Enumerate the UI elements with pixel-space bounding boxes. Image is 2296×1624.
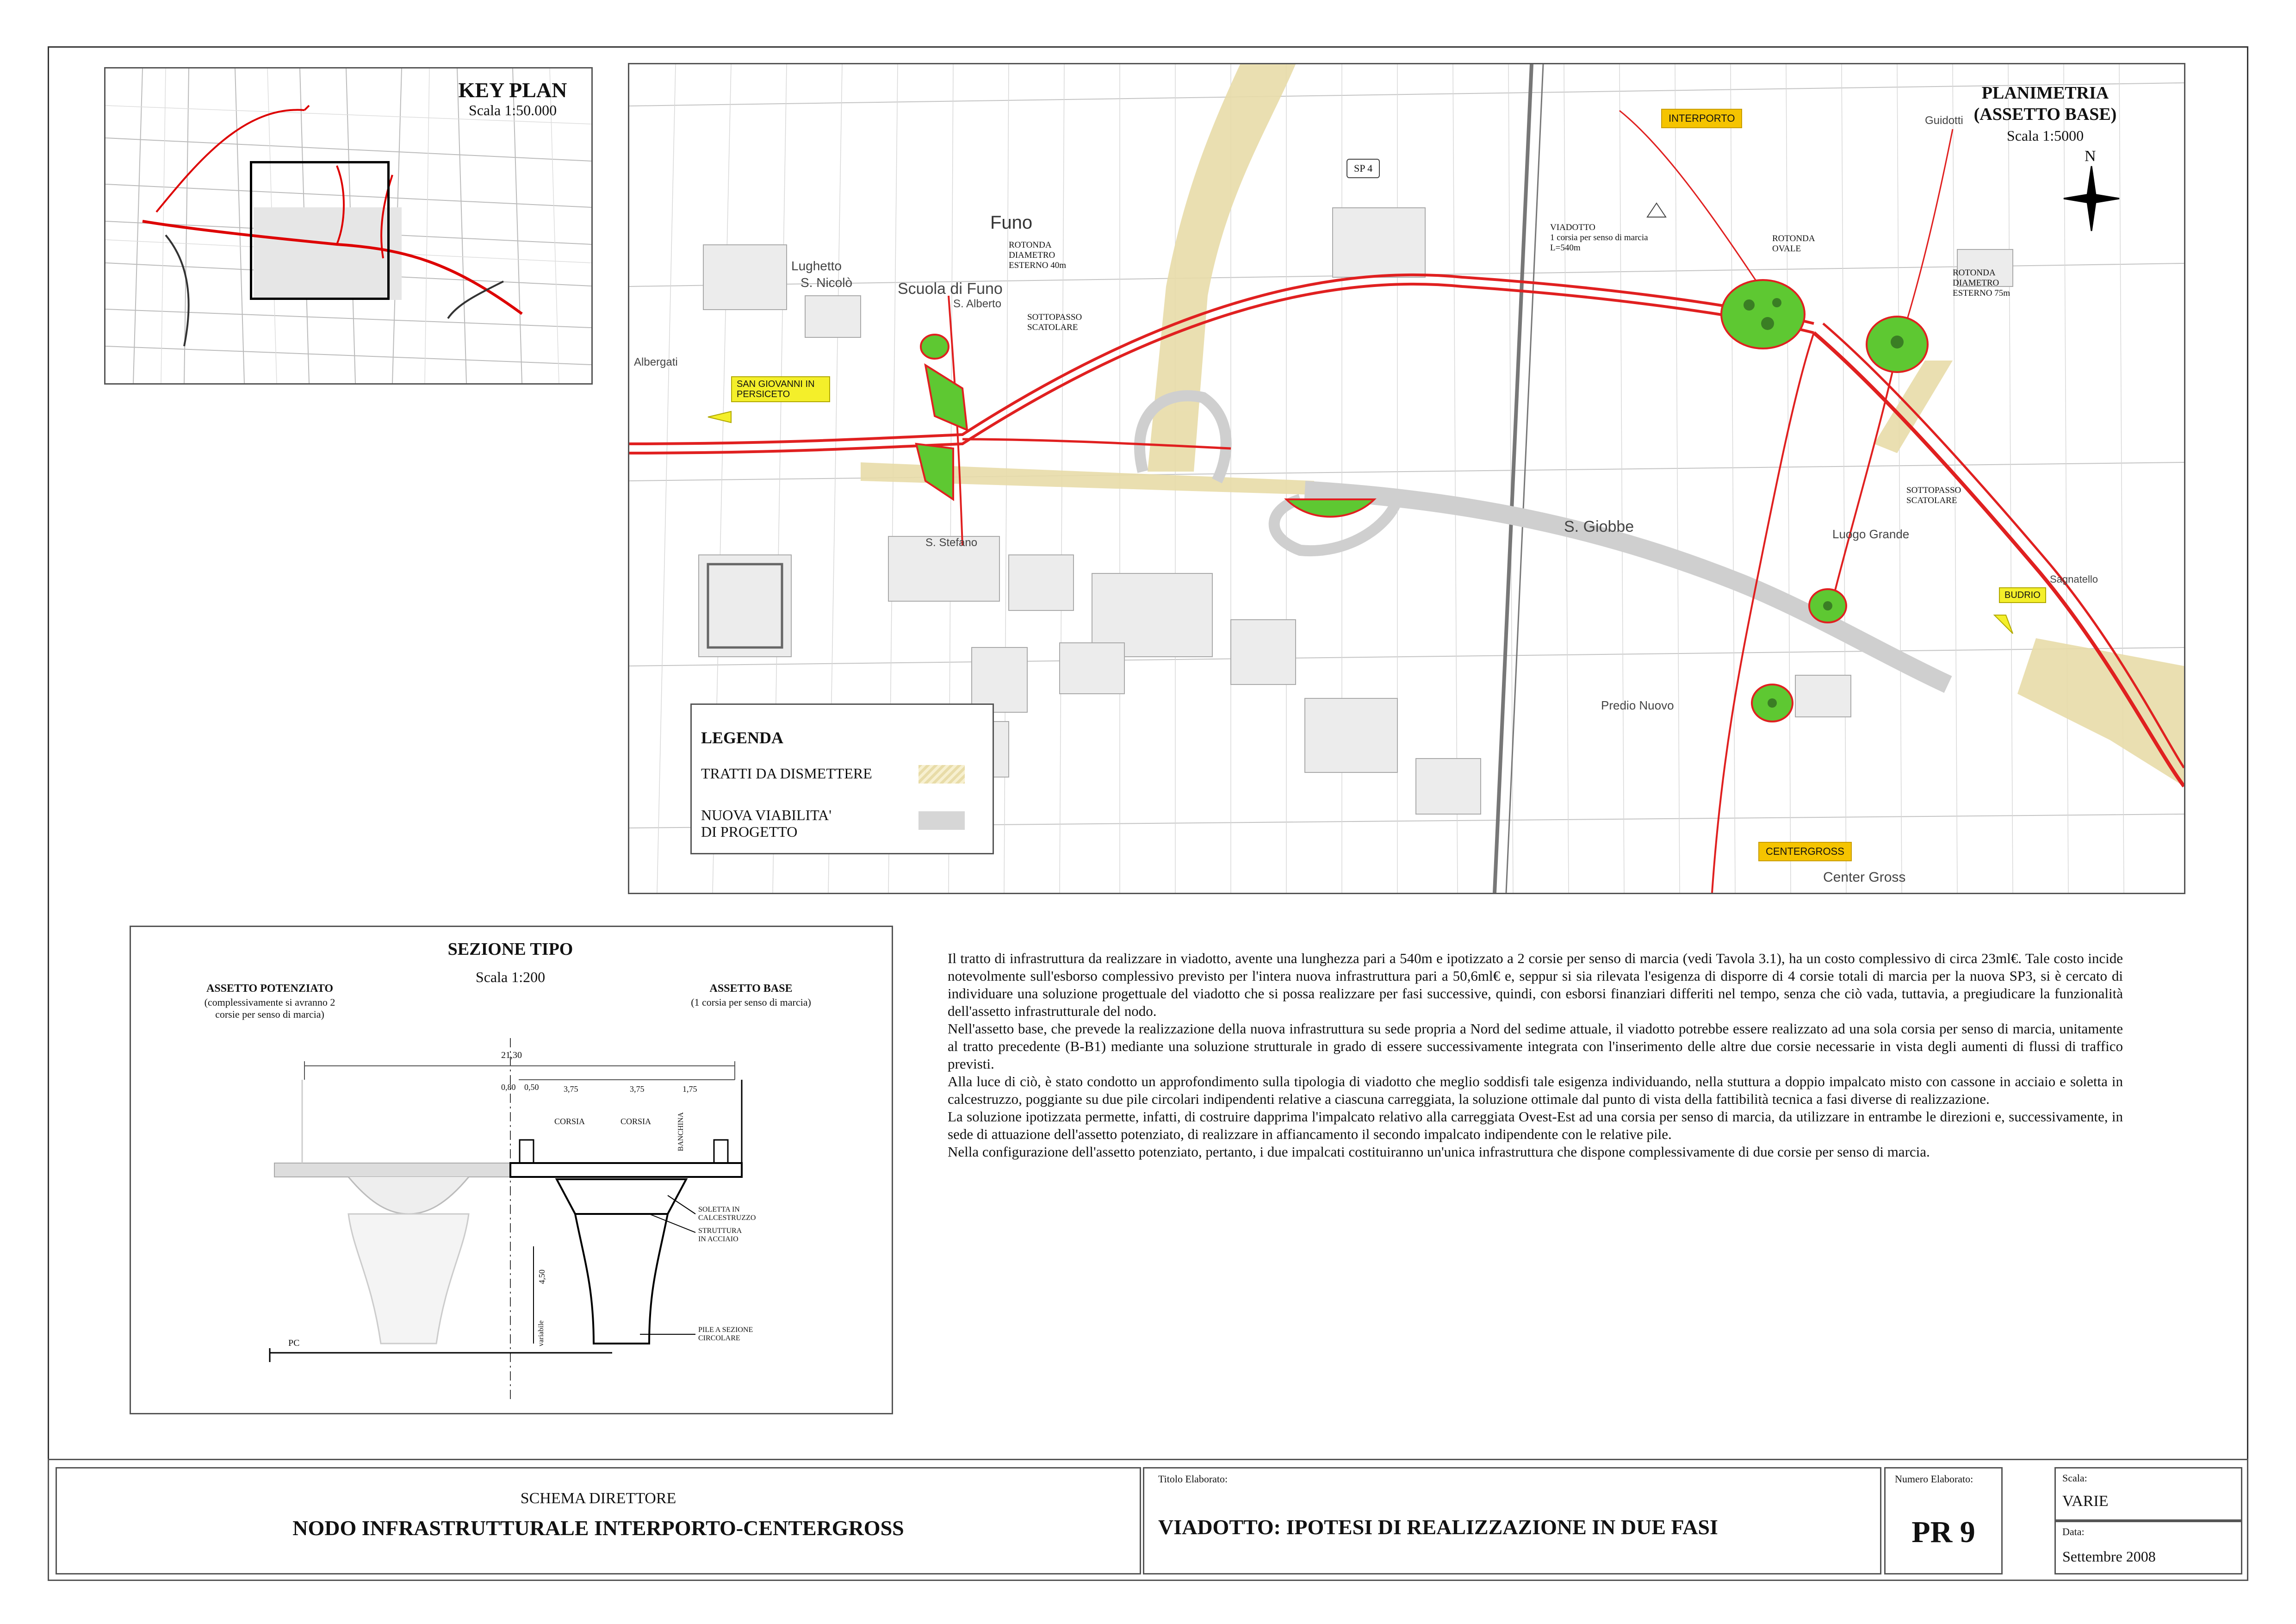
- tb-scala-label: Scala:: [2062, 1472, 2087, 1484]
- note-soletta-1: SOLETTA IN: [698, 1206, 740, 1213]
- annot-rotonda-40: ROTONDA DIAMETRO ESTERNO 40m: [1009, 240, 1067, 270]
- dim-d: 3,75: [630, 1084, 645, 1094]
- dim-height: 4,50: [537, 1269, 546, 1284]
- place-scuola-funo: Scuola di Funo: [898, 280, 1003, 298]
- key-plan-scale: Scala 1:50.000: [468, 102, 557, 118]
- tb-titolo-value: VIADOTTO: IPOTESI DI REALIZZAZIONE IN DUE FASI: [1158, 1515, 1718, 1539]
- north-label: N: [2085, 148, 2096, 165]
- place-s-alberto: S. Alberto: [953, 298, 1002, 310]
- tb-scala-value: VARIE: [2062, 1493, 2109, 1510]
- tb-numero-value: PR 9: [1911, 1515, 1975, 1549]
- planimetria-title-1: PLANIMETRIA: [1981, 83, 2109, 103]
- label-pc: PC: [288, 1338, 300, 1348]
- sezione-panel: [130, 926, 893, 1414]
- tb-data-label: Data:: [2062, 1526, 2085, 1537]
- desc-para-2: Nell'assetto base, che prevede la realizzazione della nuova infrastruttura su sede propria a Nord del sedime attuale, il viadotto potrebbe essere realizzato ad una sola corsia per senso di marcia, unitamente al tratto precedente (B-B1) mediante una soluzione strutturale in grado di essere successivamente integrata con l'inserimento delle altre due corsie necessarie in vista degli aumenti di flussi di traffico previsti.: [948, 1020, 2123, 1072]
- tb-numero: [1884, 1467, 2003, 1574]
- place-center-gross: Center Gross: [1823, 870, 1906, 885]
- lane-banchina: BANCHINA: [677, 1112, 685, 1151]
- tb-numero-label: Numero Elaborato:: [1895, 1473, 1973, 1485]
- sezione-left-sub1: (complessivamente si avranno 2: [204, 996, 335, 1008]
- lane-corsia-2: CORSIA: [621, 1117, 652, 1126]
- note-struttura-1: STRUTTURA: [698, 1227, 742, 1235]
- dim-total: 21,30: [501, 1050, 522, 1060]
- annot-rotonda-ovale: ROTONDA OVALE: [1772, 234, 1815, 254]
- annot-viadotto: VIADOTTO 1 corsia per senso di marcia L=540m: [1550, 223, 1648, 253]
- desc-para-5: Nella configurazione dell'assetto potenziato, pertanto, i due impalcati costituiranno un'unica infrastruttura che dispone complessivamente di due corsie per senso di marcia.: [948, 1144, 1930, 1160]
- sezione-title: SEZIONE TIPO: [447, 940, 573, 959]
- sezione-right-title: ASSETTO BASE: [709, 983, 793, 995]
- tb-titolo-label: Titolo Elaborato:: [1158, 1473, 1228, 1485]
- label-san-giovanni: SAN GIOVANNI IN PERSICETO: [731, 376, 830, 402]
- legend-swatch-dismettere: [918, 765, 965, 784]
- annot-sottopasso-2: SOTTOPASSO SCATOLARE: [1906, 485, 1961, 505]
- legend-title: LEGENDA: [701, 728, 784, 747]
- dim-b: 0,50: [524, 1083, 539, 1092]
- label-centergross: CENTERGROSS: [1758, 842, 1852, 861]
- desc-para-3: Alla luce di ciò, è stato condotto un approfondimento sulla tipologia di viadotto che meglio soddisfi tale esigenza individuando, nella stuttura a doppio impalcato misto con cassone in acciaio e soletta in calcestruzzo, poggiante su due pile circolari indipendenti relative a ciascuna carreggiata, la soluzione ottimale dal punto di vista della fattibilità tecnica a fasi diverse di realizzazione.: [948, 1073, 2123, 1107]
- key-plan-viewport: [250, 161, 390, 300]
- dim-e: 1,75: [683, 1084, 697, 1094]
- legend-swatch-nuova: [918, 811, 965, 830]
- desc-para-4: La soluzione ipotizzata permette, infatti, di costruire dapprima l'impalcato relativo alla carreggiata Ovest-Est ad una corsia per senso di marcia, da utilizzare in entrambe le direzioni e, successivamente, in sede di attuazione dell'assetto potenziato, di realizzare in affiancamento il secondo impalcato indipendente con le relative pile.: [948, 1108, 2123, 1142]
- planimetria-title-2: (ASSETTO BASE): [1973, 105, 2117, 124]
- sezione-left-title: ASSETTO POTENZIATO: [206, 983, 334, 995]
- lane-corsia-1: CORSIA: [554, 1117, 585, 1126]
- tb-scala: [2054, 1467, 2242, 1521]
- tb-titolo: [1143, 1467, 1881, 1574]
- tb-data: [2054, 1521, 2242, 1574]
- legend-box: [690, 703, 994, 854]
- sezione-scale: Scala 1:200: [475, 969, 546, 985]
- key-plan-panel: [104, 67, 593, 385]
- place-albergati: Albergati: [634, 356, 678, 368]
- place-s-giobbe: S. Giobbe: [1564, 518, 1634, 535]
- place-guidotti: Guidotti: [1925, 114, 1963, 127]
- tb-schema: SCHEMA DIRETTORE: [520, 1490, 676, 1507]
- key-plan-title: KEY PLAN: [458, 78, 567, 102]
- tb-data-value: Settembre 2008: [2062, 1548, 2156, 1565]
- dim-c: 3,75: [564, 1084, 578, 1094]
- place-luogo-grande: Luogo Grande: [1832, 527, 1910, 541]
- annot-sottopasso-1: SOTTOPASSO SCATOLARE: [1027, 312, 1082, 332]
- label-sp4: SP 4: [1347, 159, 1380, 178]
- sezione-right-sub: (1 corsia per senso di marcia): [691, 996, 811, 1008]
- place-lughetto: Lughetto: [791, 259, 842, 273]
- tb-project: [56, 1467, 1141, 1574]
- note-soletta-2: CALCESTRUZZO: [698, 1214, 756, 1222]
- place-predio-nuovo: Predio Nuovo: [1601, 698, 1674, 712]
- note-pile-1: PILE A SEZIONE: [698, 1326, 753, 1334]
- sezione-left-sub2: corsie per senso di marcia): [215, 1008, 324, 1020]
- note-struttura-2: IN ACCIAIO: [698, 1235, 738, 1243]
- place-sagnatello: Sagnatello: [2050, 573, 2098, 585]
- place-s-nicolo: S. Nicolò: [800, 275, 853, 290]
- planimetria-scale: Scala 1:5000: [2006, 127, 2084, 144]
- dim-a: 0,80: [501, 1083, 516, 1092]
- legend-item-dismettere: TRATTI DA DISMETTERE: [701, 765, 872, 782]
- legend-item-nuova-2: DI PROGETTO: [701, 823, 798, 840]
- description-text: [948, 950, 2123, 1161]
- label-budrio: BUDRIO: [1999, 587, 2046, 603]
- legend-item-nuova-1: NUOVA VIABILITA': [701, 807, 832, 823]
- label-interporto: INTERPORTO: [1661, 109, 1742, 128]
- place-funo: Funo: [990, 212, 1033, 233]
- desc-para-1: Il tratto di infrastruttura da realizzare in viadotto, avente una lunghezza pari a 540m e ipotizzato a 2 corsie per senso di marcia (vedi Tavola 3.1), ha un costo complessivo di circa 23ml€. Tale costo incide notevolmente sull'esborso complessivo previsto per l'intera nuova infrastruttura pari a 50,6ml€ e, seppur si sia rilevata l'esigenza di disporre di 4 corsie totali di marcia per la nuova SP3, si è cercato di individuare una soluzione progettuale del viadotto che si possa realizzare per fasi successive, quindi, con esborsi finanziari differiti nel tempo, senza che ciò vada, tuttavia, a pregiudicare la funzionalità dell'assetto infrastrutturale del nodo.: [948, 950, 2123, 1019]
- annot-rotonda-75: ROTONDA DIAMETRO ESTERNO 75m: [1953, 268, 2011, 298]
- tb-nodo: NODO INFRASTRUTTURALE INTERPORTO-CENTERGROSS: [292, 1516, 904, 1540]
- place-s-stefano: S. Stefano: [925, 536, 978, 549]
- sezione-drawing: [131, 927, 892, 1413]
- dim-variabile: variabile: [537, 1320, 545, 1346]
- note-pile-2: CIRCOLARE: [698, 1334, 740, 1342]
